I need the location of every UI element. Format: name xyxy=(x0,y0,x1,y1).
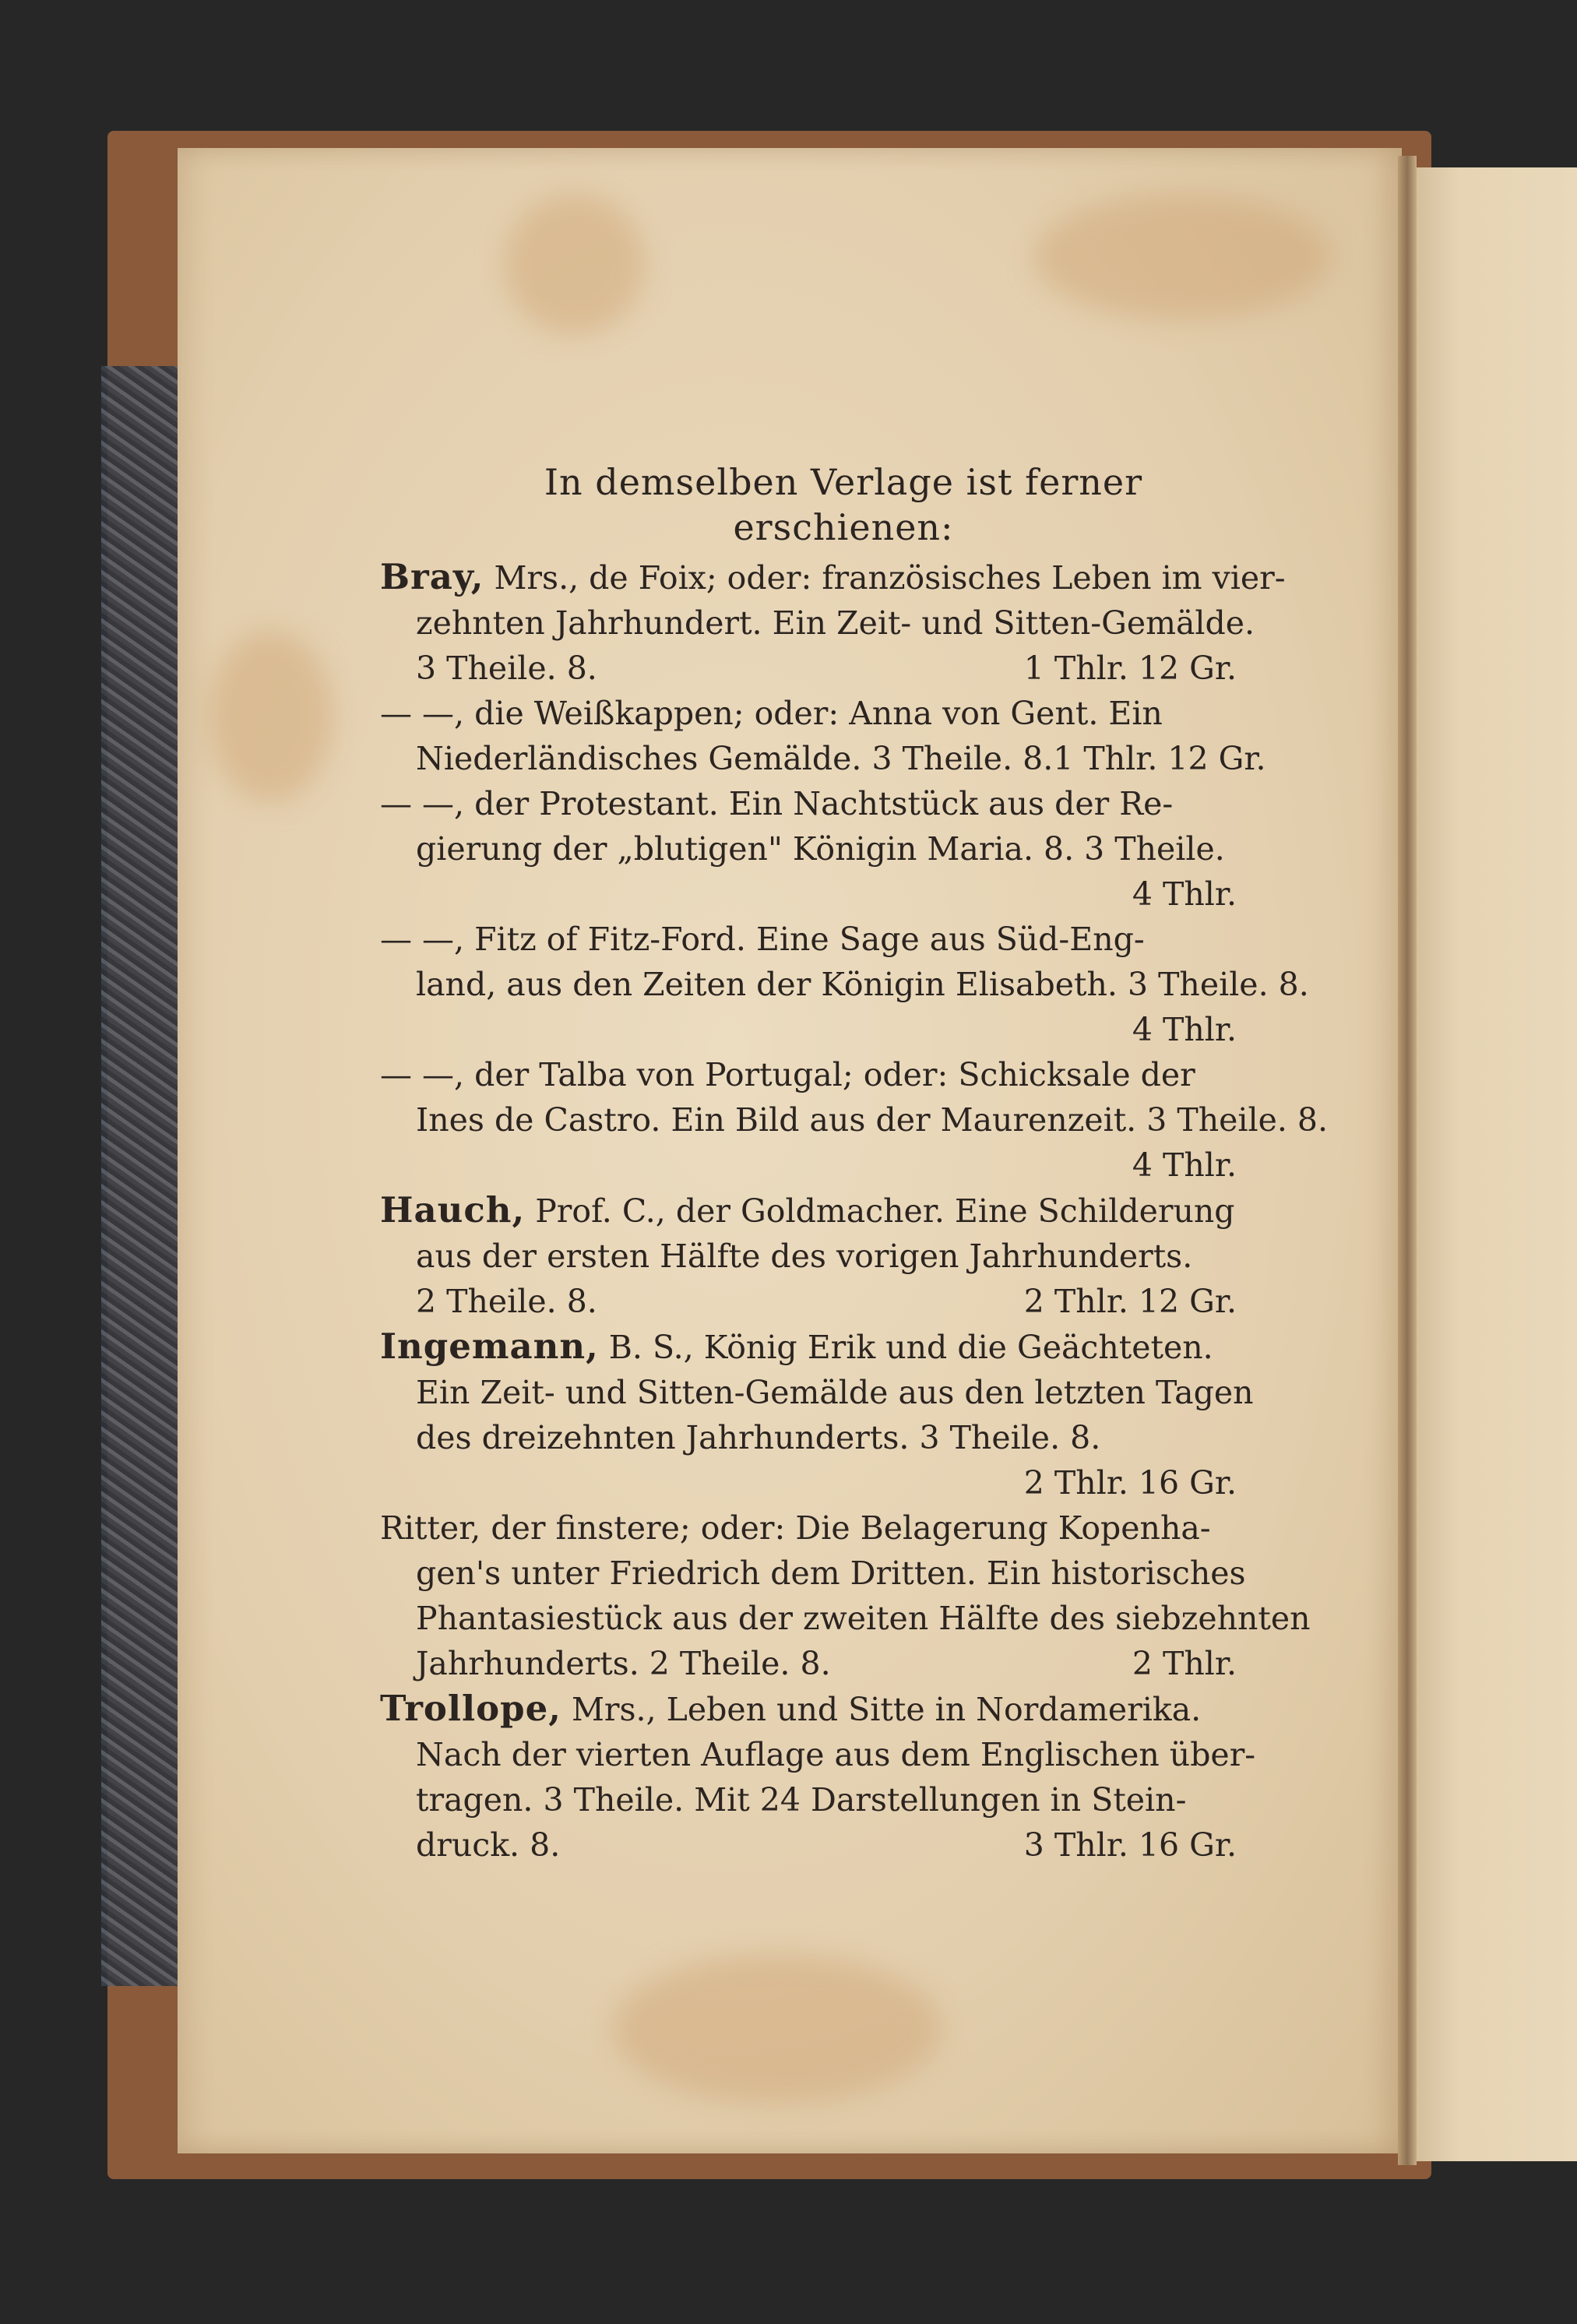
entry-line xyxy=(380,1596,1311,1641)
entry-line xyxy=(380,1188,1237,1234)
catalog-heading: In demselben Verlage ist ferner erschienen: xyxy=(544,461,1143,548)
entry-line xyxy=(380,600,1255,646)
entry-line xyxy=(380,1370,1254,1415)
stain xyxy=(614,1955,941,2103)
catalog-entry xyxy=(380,691,1266,781)
entry-line xyxy=(380,1777,1237,1822)
book-gutter xyxy=(1398,156,1417,2165)
entry-text: — —, Fitz of Fitz-Ford. Eine Sage aus Süd-Eng- xyxy=(380,921,1145,958)
entry-line xyxy=(380,1234,1237,1279)
entry-text: 2 Theile. 8. xyxy=(416,1283,597,1320)
entry-line xyxy=(380,1279,1237,1324)
entry-text: — —, die Weißkappen; oder: Anna von Gent. Ein xyxy=(380,695,1163,732)
entry-line xyxy=(380,962,1309,1007)
entry-text: Niederländisches Gemälde. 3 Theile. 8. xyxy=(416,740,1054,777)
catalog-entry xyxy=(380,1505,1311,1686)
stain xyxy=(1034,195,1330,319)
right-page xyxy=(1410,167,1577,2161)
entry-text: gen's unter Friedrich dem Dritten. Ein historisches xyxy=(416,1555,1246,1592)
entry-text: Ritter, der finstere; oder: Die Belagerung Kopenha- xyxy=(380,1509,1211,1547)
catalog-entry xyxy=(380,1324,1254,1505)
entry-line xyxy=(380,555,1286,600)
entry-line xyxy=(380,1460,1237,1505)
entry-line xyxy=(380,1641,1237,1686)
entry-text: — —, der Protestant. Ein Nachtstück aus der Re- xyxy=(380,785,1174,822)
catalog-entry xyxy=(380,781,1237,917)
entry-text: Ingemann, B. S., König Erik und die Geächteten. xyxy=(380,1326,1213,1367)
publisher-catalog xyxy=(380,460,1329,1868)
entry-line xyxy=(380,1143,1237,1188)
price: 4 Thlr. xyxy=(1132,1146,1237,1184)
author-name: Bray, xyxy=(380,556,484,597)
entry-line xyxy=(380,1551,1246,1596)
entry-line xyxy=(380,1822,1237,1868)
price: 3 Thlr. 16 Gr. xyxy=(1023,1826,1237,1864)
entry-line xyxy=(380,1052,1237,1097)
price: 2 Thlr. 16 Gr. xyxy=(1023,1464,1237,1502)
entry-line xyxy=(380,781,1237,826)
author-name: Ingemann, xyxy=(380,1326,599,1367)
catalog-entry xyxy=(380,1686,1256,1868)
price: 2 Thlr. 12 Gr. xyxy=(1023,1283,1237,1320)
entry-text: tragen. 3 Theile. Mit 24 Darstellungen in Stein- xyxy=(416,1781,1187,1819)
entry-line xyxy=(380,1505,1237,1551)
entry-line xyxy=(380,872,1237,917)
author-name: Trollope, xyxy=(380,1688,561,1729)
entry-line xyxy=(380,1324,1237,1370)
entry-line xyxy=(380,1097,1329,1143)
entry-text: des dreizehnten Jahrhunderts. 3 Theile. 8. xyxy=(416,1419,1101,1456)
entry-text: Jahrhunderts. 2 Theile. 8. xyxy=(416,1645,831,1682)
entry-text: — —, der Talba von Portugal; oder: Schicksale der xyxy=(380,1056,1195,1093)
catalog-entry xyxy=(380,917,1309,1052)
price: 1 Thlr. 12 Gr. xyxy=(1053,740,1266,777)
entry-text: gierung der „blutigen" Königin Maria. 8. 3 Theile. xyxy=(416,830,1225,868)
entry-text: Hauch, Prof. C., der Goldmacher. Eine Schilderung xyxy=(380,1189,1235,1231)
entry-line xyxy=(380,826,1237,872)
entry-line xyxy=(380,917,1237,962)
price: 4 Thlr. xyxy=(1132,1011,1237,1048)
entry-text: Nach der vierten Auflage aus dem Englischen über- xyxy=(416,1736,1256,1773)
marbled-cover-edge xyxy=(101,366,179,1986)
entry-text: Ein Zeit- und Sitten-Gemälde aus den letzten Tagen xyxy=(416,1374,1254,1411)
entry-line xyxy=(380,691,1237,736)
entry-text: Bray, Mrs., de Foix; oder: französisches Leben im vier- xyxy=(380,556,1286,597)
entry-line xyxy=(380,736,1266,781)
entry-text: land, aus den Zeiten der Königin Elisabeth. 3 Theile. 8. xyxy=(416,966,1309,1003)
catalog-entry xyxy=(380,1052,1329,1188)
entry-text: Phantasiestück aus der zweiten Hälfte des siebzehnten xyxy=(416,1600,1311,1637)
entry-text: zehnten Jahrhundert. Ein Zeit- und Sitten-Gemälde. xyxy=(416,604,1255,642)
author-name: Hauch, xyxy=(380,1189,526,1231)
stain xyxy=(505,195,645,335)
entry-line xyxy=(380,1007,1237,1052)
entry-text: druck. 8. xyxy=(416,1826,561,1864)
entry-line xyxy=(380,1415,1237,1460)
entry-text: Ines de Castro. Ein Bild aus der Maurenzeit. 3 Theile. 8. xyxy=(416,1101,1329,1139)
stain xyxy=(209,631,333,802)
catalog-entry xyxy=(380,1188,1237,1324)
entry-text: Trollope, Mrs., Leben und Sitte in Nordamerika. xyxy=(380,1688,1202,1729)
entry-line xyxy=(380,646,1237,691)
entry-line xyxy=(380,1686,1237,1732)
catalog-entries xyxy=(380,555,1329,1868)
entry-text: 3 Theile. 8. xyxy=(416,650,597,687)
entry-text: aus der ersten Hälfte des vorigen Jahrhunderts. xyxy=(416,1238,1193,1275)
catalog-entry xyxy=(380,555,1286,691)
price: 4 Thlr. xyxy=(1132,875,1237,913)
price: 1 Thlr. 12 Gr. xyxy=(1023,650,1237,687)
price: 2 Thlr. xyxy=(1132,1645,1237,1682)
entry-line xyxy=(380,1732,1256,1777)
